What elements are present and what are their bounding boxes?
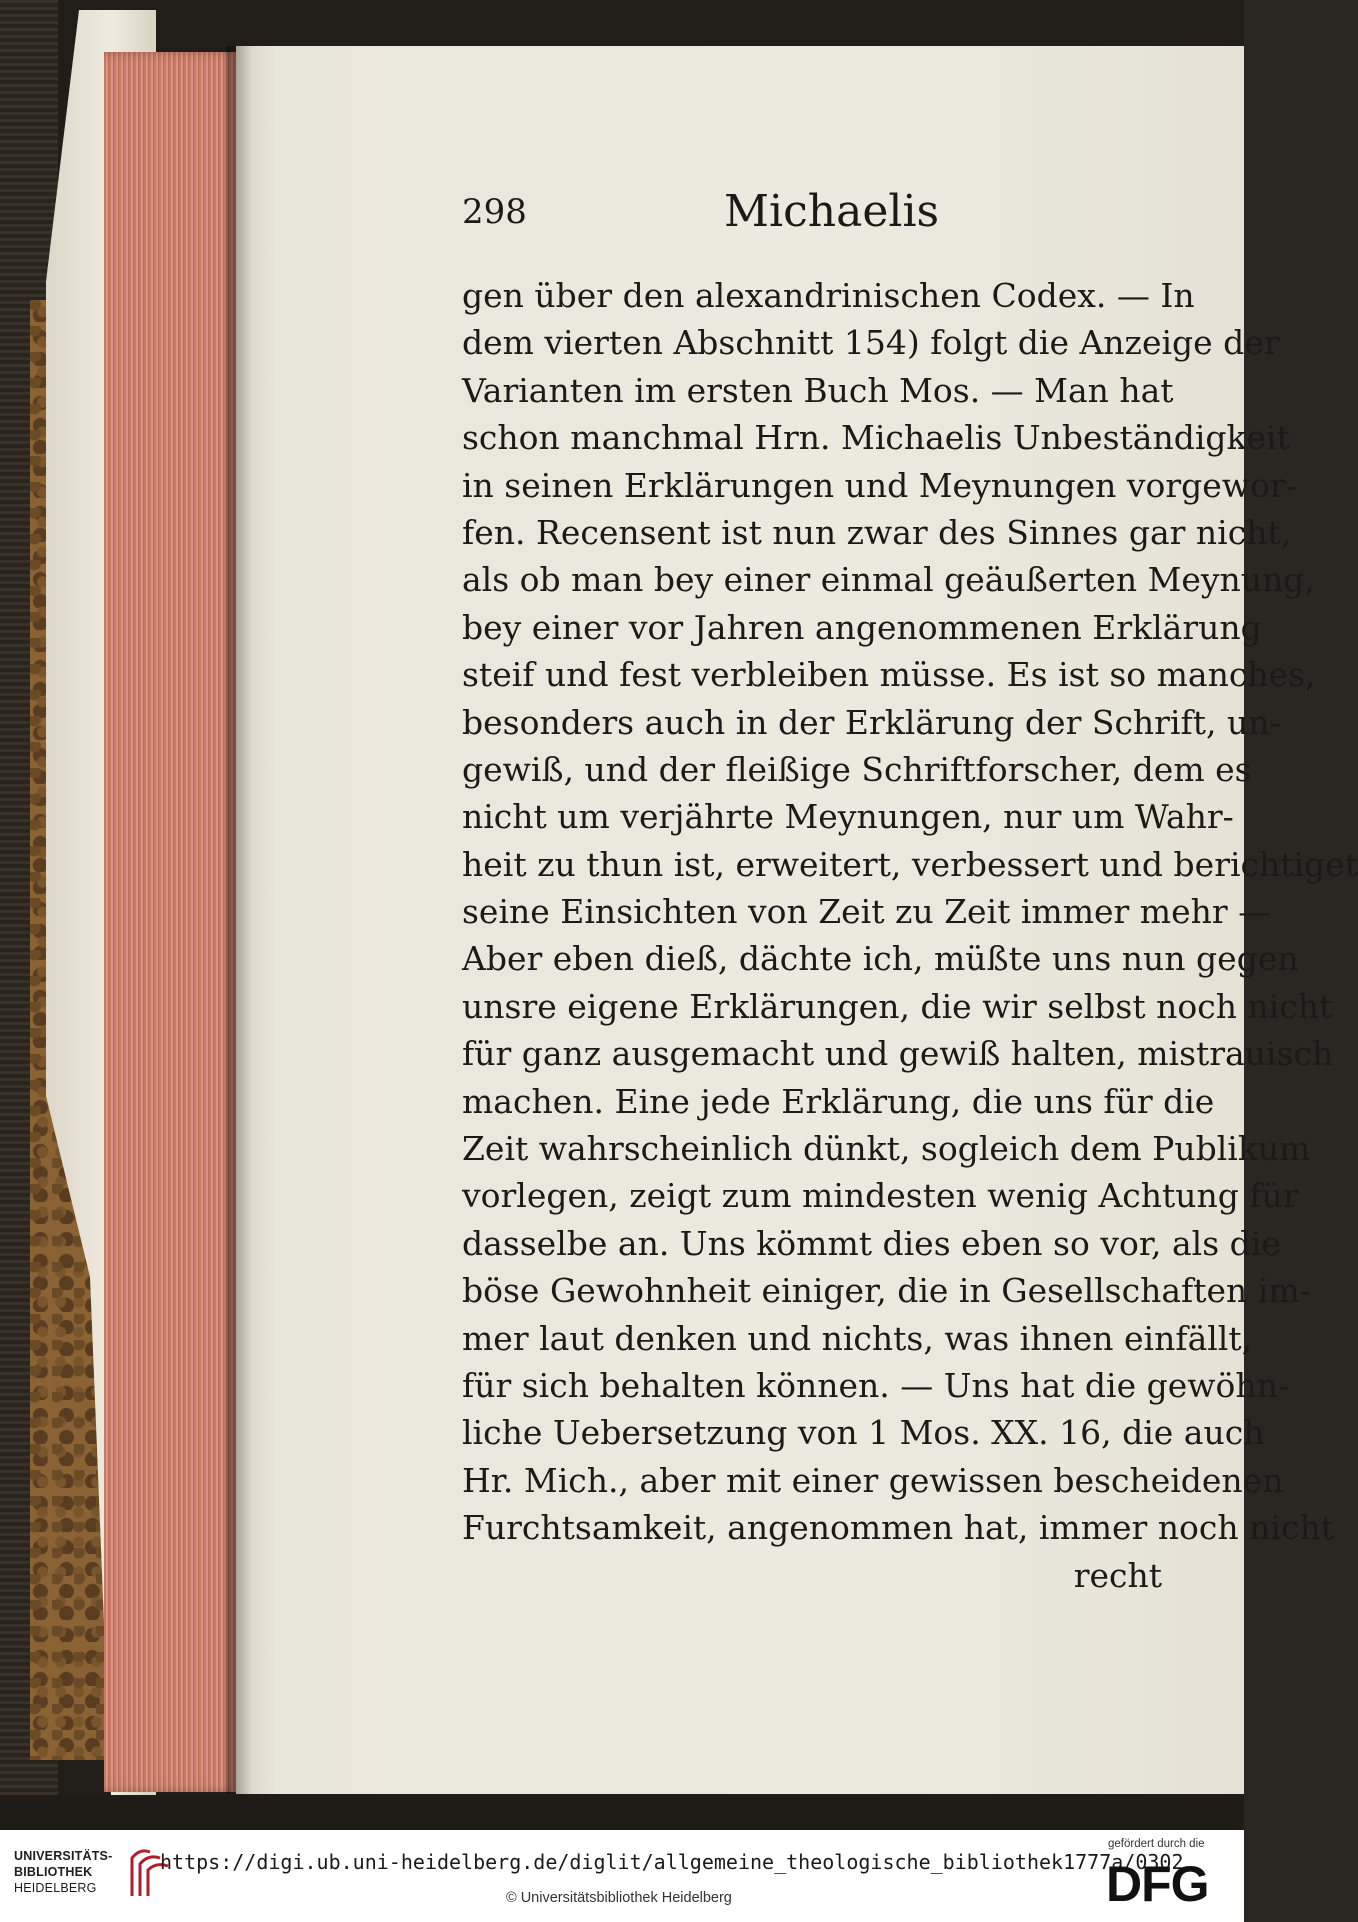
text-line: für ganz ausgemacht und gewiß halten, mistrauisch: [462, 1034, 1334, 1074]
library-name-line: UNIVERSITÄTS-: [14, 1849, 113, 1863]
text-line: heit zu thun ist, erweitert, verbessert und berichtiget: [462, 844, 1358, 884]
text-line: unsre eigene Erklärungen, die wir selbst noch nicht: [462, 986, 1333, 1026]
library-logo[interactable]: [14, 1848, 126, 1908]
text-line: Hr. Mich., aber mit einer gewissen bescheidenen: [462, 1460, 1284, 1500]
red-page-edges: [104, 52, 240, 1792]
text-line: machen. Eine jede Erklärung, die uns für die: [462, 1081, 1215, 1121]
library-name-line: BIBLIOTHEK: [14, 1865, 93, 1879]
body-text: [462, 272, 1358, 1599]
text-line: schon manchmal Hrn. Michaelis Unbeständigkeit: [462, 418, 1290, 458]
catchword: recht: [1073, 1555, 1162, 1595]
text-line: vorlegen, zeigt zum mindesten wenig Achtung für: [462, 1176, 1299, 1216]
text-line: bey einer vor Jahren angenommenen Erklärung: [462, 607, 1262, 647]
copyright-notice: © Universitätsbibliothek Heidelberg: [506, 1890, 732, 1906]
text-line: böse Gewohnheit einiger, die in Gesellschaften im-: [462, 1271, 1311, 1311]
funder-block: [1106, 1838, 1236, 1918]
text-line: liche Uebersetzung von 1 Mos. XX. 16, die auch: [462, 1413, 1265, 1453]
text-line: nicht um verjährte Meynungen, nur um Wahr-: [462, 797, 1234, 837]
text-line: Varianten im ersten Buch Mos. — Man hat: [462, 370, 1174, 410]
text-line: mer laut denken und nichts, was ihnen einfällt,: [462, 1318, 1253, 1358]
page-number: 298: [462, 192, 527, 232]
text-line: fen. Recensent ist nun zwar des Sinnes gar nicht,: [462, 512, 1292, 552]
library-name-line: HEIDELBERG: [14, 1881, 97, 1895]
text-line: in seinen Erklärungen und Meynungen vorgewor-: [462, 465, 1297, 505]
page-gutter-shadow: [226, 46, 252, 1794]
text-line: gen über den alexandrinischen Codex. — In: [462, 276, 1195, 315]
viewer-footer: [0, 1830, 1244, 1922]
text-line: gewiß, und der fleißige Schriftforscher, dem es: [462, 749, 1252, 789]
running-head: [462, 186, 1162, 242]
text-line: Zeit wahrscheinlich dünkt, sogleich dem Publikum: [462, 1129, 1311, 1169]
text-line: besonders auch in der Erklärung der Schrift, un-: [462, 702, 1281, 742]
text-line: steif und fest verbleiben müsse. Es ist so manches,: [462, 655, 1316, 695]
funding-caption: gefördert durch die: [1108, 1838, 1205, 1850]
text-line: Aber eben dieß, dächte ich, müßte uns nun gegen: [462, 939, 1299, 979]
text-line: Furchtsamkeit, angenommen hat, immer noch nicht: [462, 1508, 1334, 1548]
dfg-logo[interactable]: DFG: [1106, 1856, 1209, 1912]
text-line: seine Einsichten von Zeit zu Zeit immer mehr —: [462, 892, 1272, 932]
text-line: dem vierten Abschnitt 154) folgt die Anzeige der: [462, 323, 1280, 363]
text-line: dasselbe an. Uns kömmt dies eben so vor, als die: [462, 1223, 1281, 1263]
permalink-url[interactable]: https://digi.ub.uni-heidelberg.de/diglit/allgemeine_theologische_bibliothek1777a/0302: [160, 1850, 1184, 1874]
text-line: als ob man bey einer einmal geäußerten Meynung,: [462, 560, 1315, 600]
text-line: für sich behalten können. — Uns hat die gewöhn-: [462, 1365, 1290, 1405]
scan-bottom-margin: [0, 1795, 1244, 1830]
running-title: Michaelis: [724, 186, 940, 237]
